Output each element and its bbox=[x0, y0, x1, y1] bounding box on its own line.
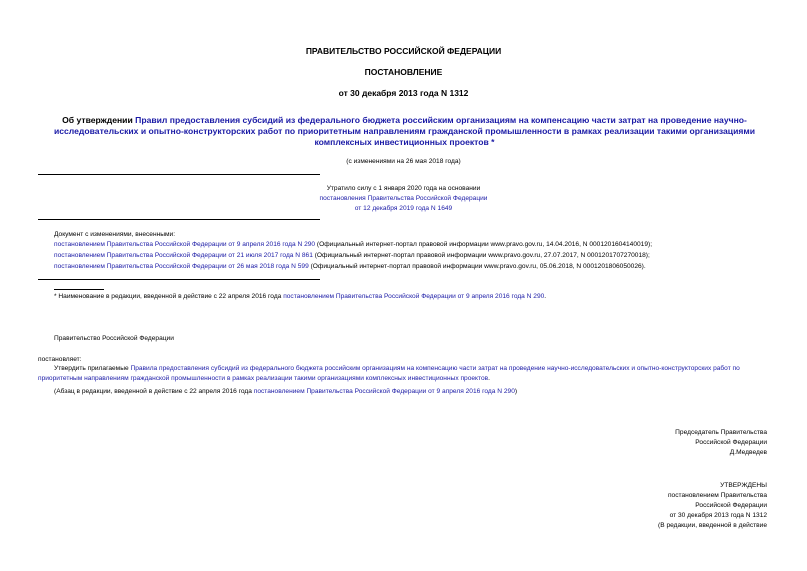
expired-decree-date-link[interactable]: от 12 декабря 2019 года N 1649 bbox=[354, 205, 453, 212]
change-decree-link[interactable]: постановлением Правительства Российской Федерации от 26 мая 2018 года N 599 bbox=[54, 263, 309, 270]
title-prefix: Об утверждении bbox=[62, 115, 133, 125]
change-decree-link[interactable]: постановлением Правительства Российской Федерации от 9 апреля 2016 года N 290 bbox=[54, 241, 316, 248]
title-rules-link[interactable]: Правил предоставления субсидий из федерального бюджета российским организациям на компенсацию части затрат на проведение научно-исследовательских и опытно-конструкторских работ по приоритетным направлениям гражданской промышленности в рамках реализации такими организациями комплексных инвестиционных проектов bbox=[53, 115, 756, 147]
footnote-end: . bbox=[544, 293, 547, 300]
changes-item bbox=[54, 240, 788, 250]
paragraph-note-link[interactable]: постановлением Правительства Российской Федерации от 9 апреля 2016 года N 290 bbox=[253, 388, 515, 395]
title-asterisk: * bbox=[488, 137, 495, 147]
approved-heading: УТВЕРЖДЕНЫ bbox=[720, 482, 767, 489]
signature-title: Председатель Правительства bbox=[675, 429, 767, 436]
approved-line: от 30 декабря 2013 года N 1312 bbox=[669, 512, 767, 519]
body-decides: постановляет: bbox=[38, 356, 82, 363]
expired-decree-link[interactable]: постановления Правительства Российской Федерации bbox=[319, 195, 488, 202]
change-decree-link[interactable]: постановлением Правительства Российской Федерации от 21 июля 2017 года N 861 bbox=[54, 252, 313, 259]
signature-name: Д.Медведев bbox=[729, 449, 767, 456]
signature-org: Российской Федерации bbox=[695, 439, 767, 446]
approve-rules-link[interactable]: Правила предоставления субсидий из федерального бюджета российским организациям на компенсацию части затрат на проведение научно-исследовательских и опытно-конструкторских работ по приоритетным направлениям гражданской промышленности в рамках реализации такими организациями комплексных инвестиционных проектов bbox=[38, 365, 740, 383]
expired-line: Утратило силу с 1 января 2020 года на основании bbox=[326, 185, 481, 192]
approved-line: Российской Федерации bbox=[695, 502, 767, 509]
document-date-number: от 30 декабря 2013 года N 1312 bbox=[338, 88, 469, 98]
change-source: (Официальный интернет-портал правовой информации www.pravo.gov.ru, 14.04.2016, N 0001201604140019); bbox=[315, 241, 653, 248]
changes-item bbox=[54, 251, 788, 261]
change-source: (Официальный интернет-портал правовой информации www.pravo.gov.ru, 05.06.2018, N 0001201806050026). bbox=[308, 263, 646, 270]
approved-line: (В редакции, введенной в действие bbox=[658, 522, 767, 529]
changes-heading: Документ с изменениями, внесенными: bbox=[54, 231, 176, 238]
document-title bbox=[38, 115, 771, 148]
change-source: (Официальный интернет-портал правовой информации www.pravo.gov.ru, 27.07.2017, N 0001201707270018); bbox=[312, 252, 650, 259]
divider bbox=[38, 219, 320, 220]
changes-item bbox=[54, 262, 788, 272]
paragraph-note-end: ) bbox=[514, 388, 518, 395]
document-type: ПОСТАНОВЛЕНИЕ bbox=[364, 67, 443, 77]
approve-end: . bbox=[488, 375, 490, 383]
approve-prefix: Утвердить прилагаемые bbox=[54, 365, 129, 372]
government-header: ПРАВИТЕЛЬСТВО РОССИЙСКОЙ ФЕДЕРАЦИИ bbox=[305, 46, 502, 56]
approve-paragraph bbox=[38, 364, 772, 384]
footnote bbox=[54, 292, 788, 302]
footnote-text: * Наименование в редакции, введенной в действие с 22 апреля 2016 года bbox=[54, 293, 282, 300]
divider bbox=[38, 279, 320, 280]
divider bbox=[38, 174, 320, 175]
footnote-divider bbox=[54, 289, 104, 290]
footnote-decree-link[interactable]: постановлением Правительства Российской Федерации от 9 апреля 2016 года N 290 bbox=[283, 293, 545, 300]
approved-line: постановлением Правительства bbox=[667, 492, 767, 499]
paragraph-note-prefix: (Абзац в редакции, введенной в действие с 22 апреля 2016 года bbox=[54, 388, 252, 395]
amendment-note: (с изменениями на 26 мая 2018 года) bbox=[346, 158, 461, 165]
paragraph-note bbox=[54, 387, 788, 397]
body-government: Правительство Российской Федерации bbox=[54, 335, 174, 342]
